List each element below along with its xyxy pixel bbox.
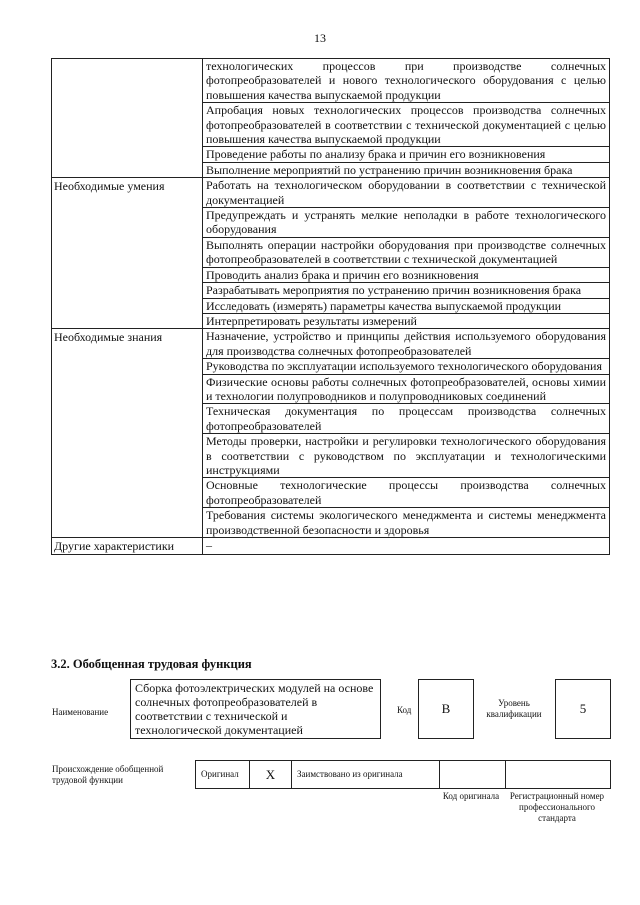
origin-mark-cell: X <box>250 761 292 788</box>
table-cell-item: Назначение, устройство и принципы действия используемого оборудования для производства солнечных фотопреобразователей <box>203 329 609 359</box>
origin-original-cell: Оригинал <box>196 761 250 788</box>
row-items <box>203 59 610 178</box>
origin-label: Происхождение обобщенной трудовой функции <box>52 764 164 785</box>
table-cell-item: Проведение работы по анализу брака и причин его возникновения <box>203 147 609 162</box>
table-cell-item: Предупреждать и устранять мелкие неполадки в работе технологического оборудования <box>203 208 609 238</box>
table-cell-item: Требования системы экологического менеджмента и системы менеджмента производственной безопасности и здоровья <box>206 508 606 537</box>
origin-row <box>195 760 611 789</box>
origin-registration-caption: Регистрационный номер профессионального стандарта <box>509 791 605 823</box>
table-cell-item: Разрабатывать мероприятия по устранению причин возникновения брака <box>203 283 609 298</box>
row-items <box>203 329 610 538</box>
table-cell-item: Апробация новых технологических процессов производства солнечных фотопреобразователей в соответствии с технической документацией с целью повышения качества выпускаемой продукции <box>203 103 609 147</box>
row-label: Другие характеристики <box>52 538 203 555</box>
table-cell-item: Техническая документация по процессам производства солнечных фотопреобразователей <box>203 404 609 434</box>
table-cell-item: Интерпретировать результаты измерений <box>206 313 417 328</box>
origin-registration-cell <box>505 761 610 788</box>
table-row <box>52 178 610 329</box>
table-cell-item: Выполнять операции настройки оборудования при производстве солнечных фотопреобразователей в соответствии с технической документацией <box>203 238 609 268</box>
code-label: Код <box>397 705 412 715</box>
table-cell-item: Работать на технологическом оборудовании в соответствии с технической документацией <box>203 178 609 208</box>
table-cell-item: Выполнение мероприятий по устранению причин возникновения брака <box>206 162 573 177</box>
table-cell-item: Основные технологические процессы производства солнечных фотопреобразователей <box>203 478 609 508</box>
competency-table <box>51 58 610 555</box>
competency-table-body <box>52 59 610 555</box>
section-title: 3.2. Обобщенная трудовая функция <box>51 657 252 671</box>
table-cell-item: – <box>206 538 212 552</box>
origin-borrowed-cell: Заимствовано из оригинала <box>291 761 440 788</box>
table-cell-item: Физические основы работы солнечных фотопреобразователей, основы химии и технологии полупроводников и полупроводниковых соединений <box>203 375 609 405</box>
row-label: Необходимые знания <box>52 329 203 538</box>
table-cell-item: Проводить анализ брака и причин его возникновения <box>203 268 609 283</box>
qualification-level-box: 5 <box>555 679 611 739</box>
page-number: 13 <box>314 31 326 45</box>
origin-code-cell <box>440 761 506 788</box>
function-name-box: Сборка фотоэлектрических модулей на основе солнечных фотопреобразователей в соответствии с технической и технологической документацией <box>130 679 381 739</box>
table-cell-item: Методы проверки, настройки и регулировки технологического оборудования в соответствии с руководством по эксплуатации и технологическими инструкциями <box>203 434 609 478</box>
table-cell-item: технологических процессов при производстве солнечных фотопреобразователей и нового технологического оборудования с целью повышения качества выпускаемой продукции <box>203 59 609 103</box>
name-label: Наименование <box>52 707 109 717</box>
code-box: B <box>418 679 474 739</box>
table-cell-item: Руководства по эксплуатации используемого технологического оборудования <box>203 359 609 374</box>
origin-code-caption: Код оригинала <box>442 791 500 801</box>
row-items <box>203 538 610 555</box>
qualification-level-label: Уровень квалификации <box>486 698 542 719</box>
table-row <box>52 59 610 178</box>
row-label: Необходимые умения <box>52 178 203 329</box>
table-row <box>52 538 610 555</box>
row-items <box>203 178 610 329</box>
row-label <box>52 59 203 178</box>
table-cell-item: Исследовать (измерять) параметры качества выпускаемой продукции <box>203 299 609 314</box>
table-row <box>52 329 610 538</box>
